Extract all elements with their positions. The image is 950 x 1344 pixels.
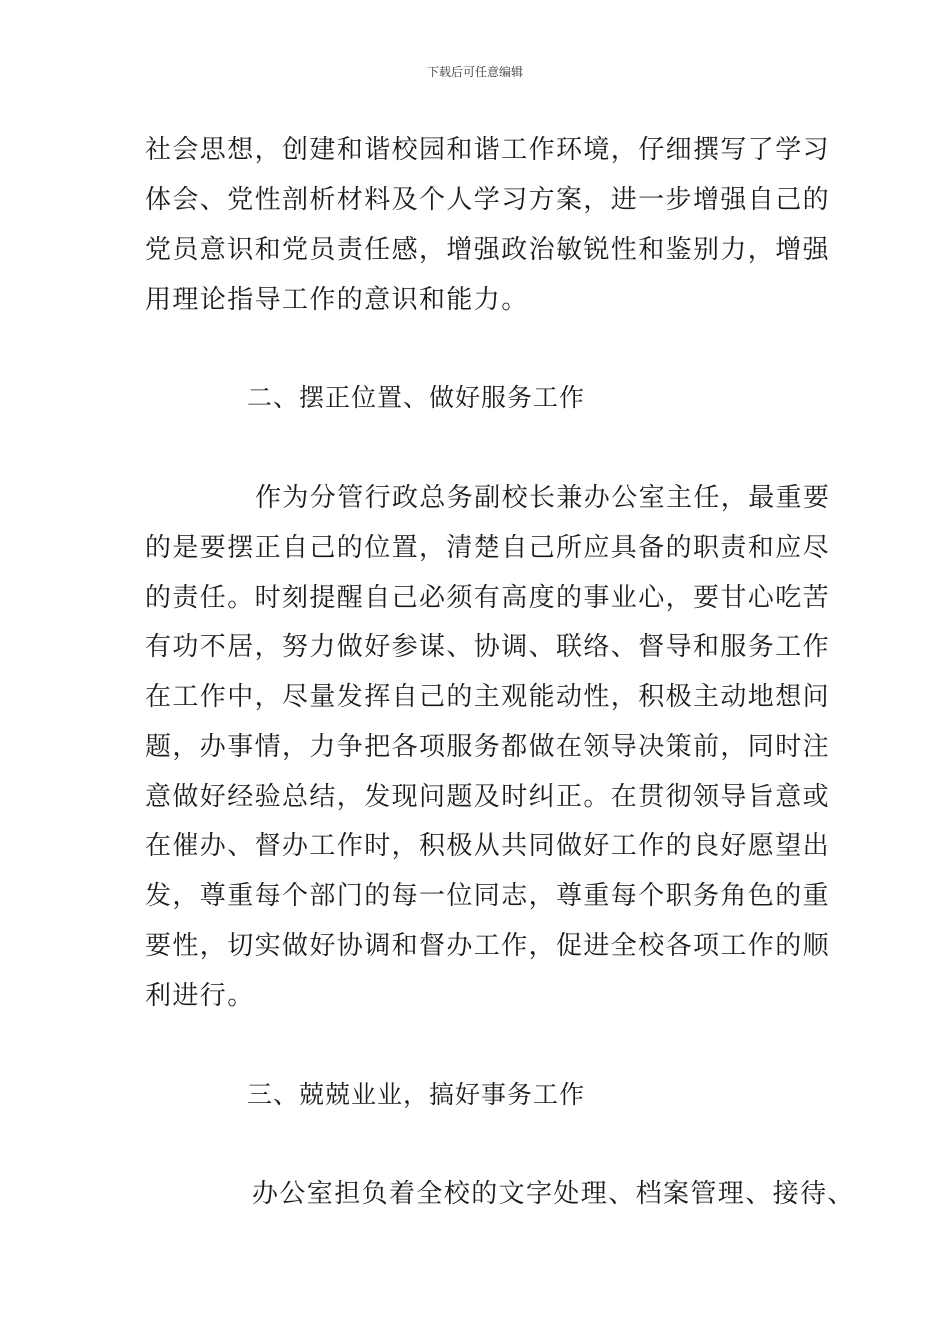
paragraph-line: 有功不居，努力做好参谋、协调、联络、督导和服务工作 (145, 632, 831, 662)
paragraph-line: 题，办事情，力争把各项服务都做在领导决策前，同时注 (145, 732, 831, 762)
paragraph-line: 在工作中，尽量发挥自己的主观能动性，积极主动地想问 (145, 682, 831, 712)
paragraph-line: 的是要摆正自己的位置，清楚自己所应具备的职责和应尽 (145, 533, 831, 563)
paragraph-line: 的责任。时刻提醒自己必须有高度的事业心，要甘心吃苦 (145, 583, 831, 613)
paragraph-line: 党员意识和党员责任感，增强政治敏锐性和鉴别力，增强 (145, 235, 831, 265)
paragraph-line: 体会、党性剖析材料及个人学习方案，进一步增强自己的 (145, 185, 831, 215)
paragraph-line: 意做好经验总结，发现问题及时纠正。在贯彻领导旨意或 (145, 782, 831, 812)
paragraph-line: 在催办、督办工作时，积极从共同做好工作的良好愿望出 (145, 831, 831, 861)
paragraph-line: 利进行。 (145, 981, 255, 1011)
page-header-note: 下载后可任意编辑 (426, 65, 523, 79)
paragraph-line: 作为分管行政总务副校长兼办公室主任，最重要 (255, 483, 831, 513)
paragraph-line: 用理论指导工作的意识和能力。 (145, 285, 529, 315)
paragraph-line: 社会思想，创建和谐校园和谐工作环境，仔细撰写了学习 (145, 135, 831, 165)
paragraph-line: 发，尊重每个部门的每一位同志，尊重每个职务角色的重 (145, 881, 831, 911)
paragraph-line: 办公室担负着全校的文字处理、档案管理、接待、 (252, 1179, 855, 1209)
section-heading: 三、兢兢业业，搞好事务工作 (247, 1080, 586, 1109)
section-heading: 二、摆正位置、做好服务工作 (247, 383, 586, 412)
paragraph-line: 要性，切实做好协调和督办工作，促进全校各项工作的顺 (145, 931, 831, 961)
